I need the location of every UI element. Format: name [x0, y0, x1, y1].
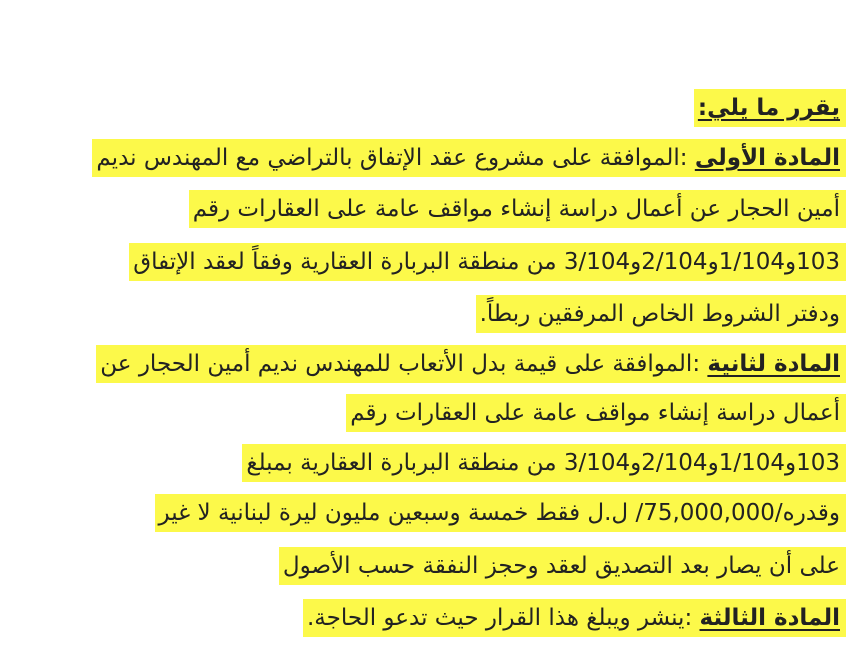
article1-line1-highlight	[92, 139, 846, 177]
article1-line2	[189, 190, 846, 228]
article1-line2-text: أمين الحجار عن أعمال دراسة إنشاء مواقف عامة على العقارات رقم	[189, 190, 846, 228]
article1-line3-text: 103و1/104و2/104و3/104 من منطقة البربارة العقارية وفقاً لعقد الإتفاق	[129, 243, 846, 281]
article2-line2-text: أعمال دراسة إنشاء مواقف عامة على العقارات رقم	[346, 394, 846, 432]
article2-line3-text: 103و1/104و2/104و3/104 من منطقة البربارة العقارية بمبلغ	[242, 444, 846, 482]
article2-line4-text: وقدره/75,000,000/ ل.ل فقط خمسة وسبعين مليون ليرة لبنانية لا غير	[155, 494, 846, 532]
article2-line1	[96, 345, 846, 383]
decision-heading-line	[694, 89, 846, 127]
article2-title: المادة لثانية	[707, 351, 840, 377]
article2-line3	[242, 444, 846, 482]
article2-line2	[346, 394, 846, 432]
article2-line1-text: :الموافقة على قيمة بدل الأتعاب للمهندس نديم أمين الحجار عن	[100, 351, 708, 377]
article2-line5	[279, 547, 846, 585]
article3-line1	[303, 599, 846, 637]
article1-line4	[476, 295, 846, 333]
article1-line4-text: ودفتر الشروط الخاص المرفقين ربطاً.	[476, 295, 846, 333]
decision-heading: يقرر ما يلي:	[694, 89, 846, 127]
article2-line4	[155, 494, 846, 532]
article3-line1-text: :ينشر ويبلغ هذا القرار حيث تدعو الحاجة.	[306, 605, 700, 631]
article1-line3	[129, 243, 846, 281]
article2-line1-highlight	[96, 345, 846, 383]
article1-line1-text: :الموافقة على مشروع عقد الإتفاق بالتراضي مع المهندس نديم	[96, 145, 695, 171]
article3-title: المادة الثالثة	[699, 605, 840, 631]
article2-line5-text: على أن يصار بعد التصديق لعقد وحجز النفقة حسب الأصول	[279, 547, 846, 585]
article1-title: المادة الأولى	[694, 145, 840, 171]
article1-line1	[92, 139, 846, 177]
article3-line1-highlight	[303, 599, 846, 637]
